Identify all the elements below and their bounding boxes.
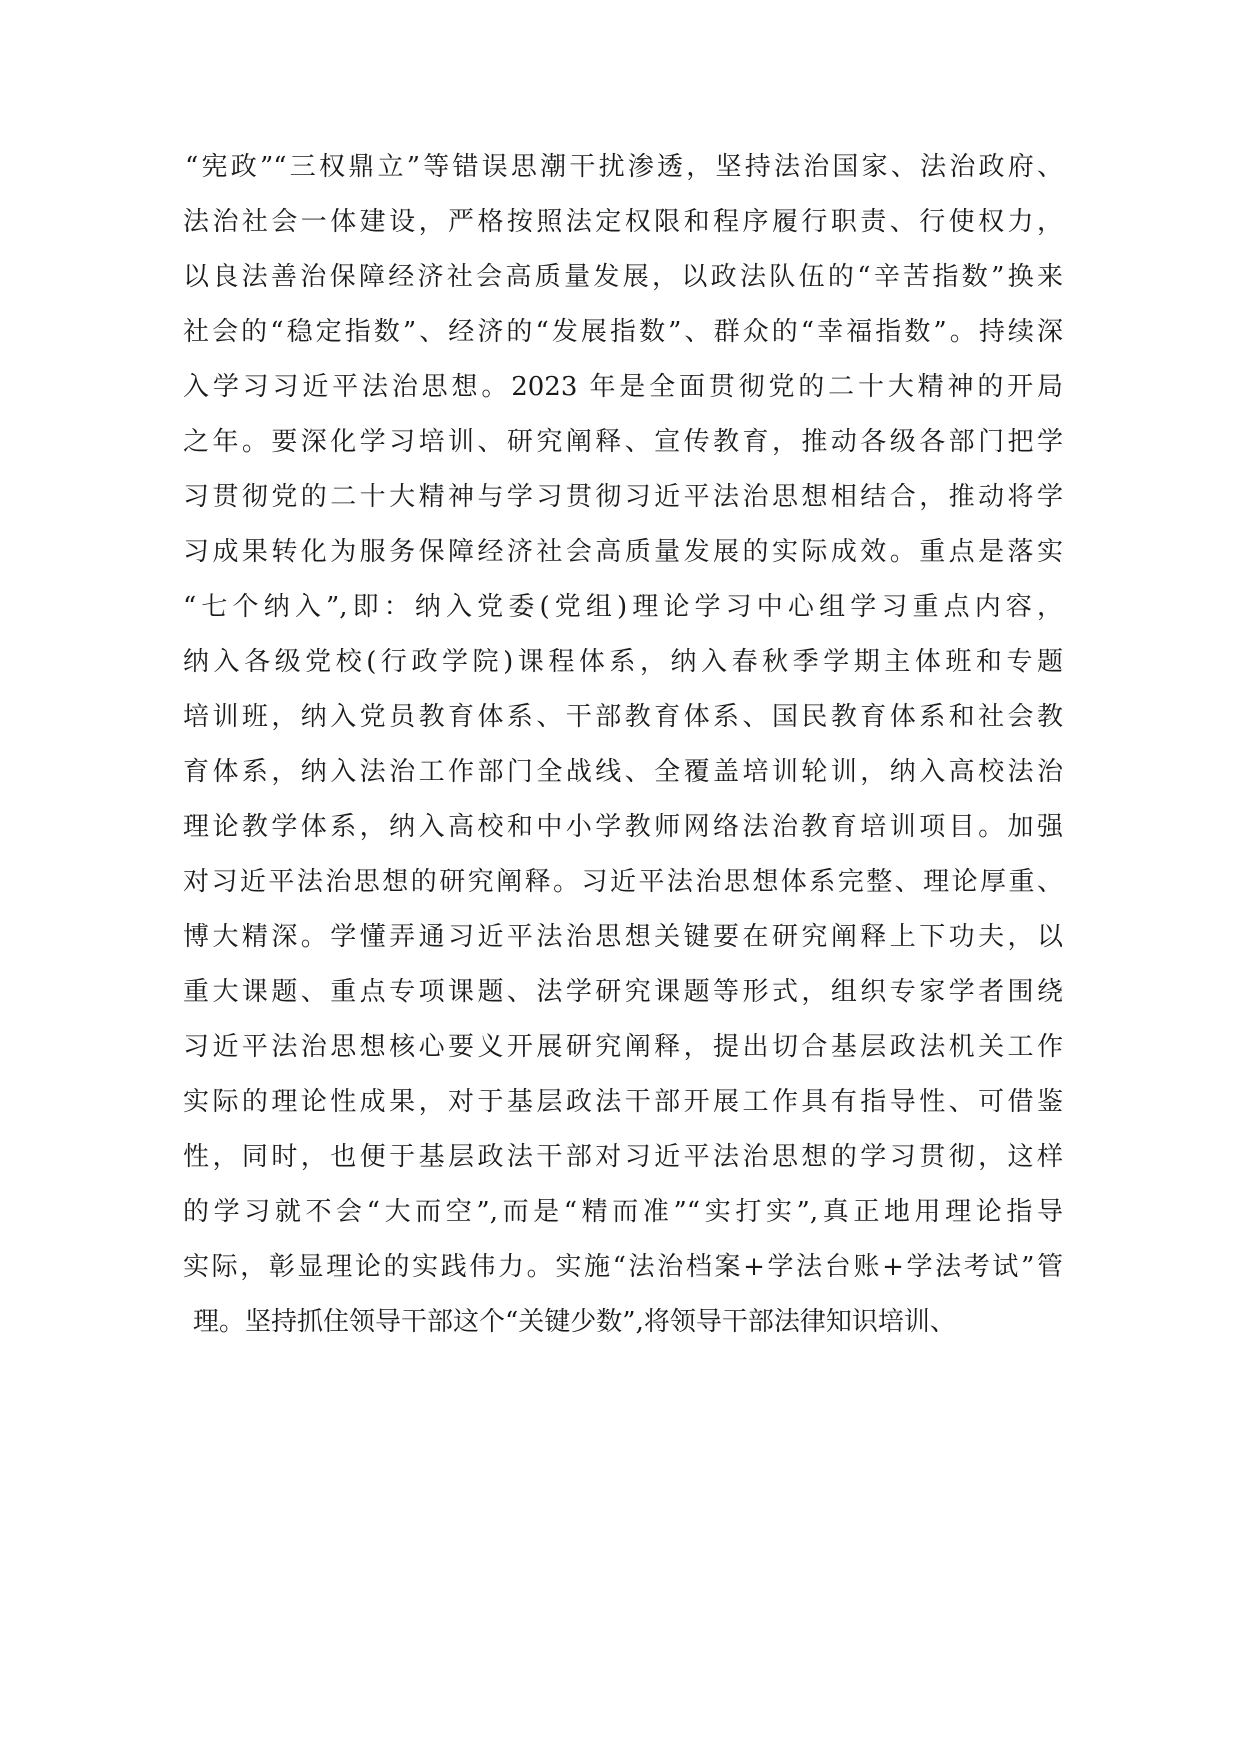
text-line: 以良法善治保障经济社会高质量发展，以政法队伍的“辛苦指数”换来 bbox=[183, 262, 1063, 292]
text-line: 纳入各级党校(行政学院)课程体系，纳入春秋季学期主体班和专题 bbox=[183, 647, 1063, 677]
body-text bbox=[183, 140, 1063, 1350]
text-line: 入学习习近平法治思想。2023 年是全面贯彻党的二十大精神的开局 bbox=[183, 372, 1063, 402]
text-line: “七个纳入”,即：纳入党委(党组)理论学习中心组学习重点内容， bbox=[183, 592, 1063, 622]
text-line: 性，同时，也便于基层政法干部对习近平法治思想的学习贯彻，这样 bbox=[183, 1142, 1063, 1172]
text-line: 的学习就不会“大而空”,而是“精而准”“实打实”,真正地用理论指导 bbox=[183, 1197, 1063, 1227]
text-line: 博大精深。学懂弄通习近平法治思想关键要在研究阐释上下功夫，以 bbox=[183, 922, 1063, 952]
text-line: 之年。要深化学习培训、研究阐释、宣传教育，推动各级各部门把学 bbox=[183, 427, 1063, 457]
text-line: 育体系，纳入法治工作部门全战线、全覆盖培训轮训，纳入高校法治 bbox=[183, 757, 1063, 787]
text-line: 培训班，纳入党员教育体系、干部教育体系、国民教育体系和社会教 bbox=[183, 702, 1063, 732]
text-line: 实际，彰显理论的实践伟力。实施“法治档案+学法台账+学法考试”管 bbox=[183, 1252, 1063, 1282]
text-line: 理。坚持抓住领导干部这个“关键少数”,将领导干部法律知识培训、 bbox=[193, 1307, 956, 1337]
text-line: 理论教学体系，纳入高校和中小学教师网络法治教育培训项目。加强 bbox=[183, 812, 1063, 842]
text-line: 重大课题、重点专项课题、法学研究课题等形式，组织专家学者围绕 bbox=[183, 977, 1063, 1007]
text-line: 习近平法治思想核心要义开展研究阐释，提出切合基层政法机关工作 bbox=[183, 1032, 1063, 1062]
text-line: “宪政”“三权鼎立”等错误思潮干扰渗透，坚持法治国家、法治政府、 bbox=[185, 152, 1063, 182]
text-line: 社会的“稳定指数”、经济的“发展指数”、群众的“幸福指数”。持续深 bbox=[183, 317, 1063, 347]
text-line: 实际的理论性成果，对于基层政法干部开展工作具有指导性、可借鉴 bbox=[183, 1087, 1063, 1117]
text-line: 习贯彻党的二十大精神与学习贯彻习近平法治思想相结合，推动将学 bbox=[183, 482, 1063, 512]
text-line: 法治社会一体建设，严格按照法定权限和程序履行职责、行使权力， bbox=[183, 207, 1063, 237]
text-line: 对习近平法治思想的研究阐释。习近平法治思想体系完整、理论厚重、 bbox=[183, 867, 1063, 897]
text-line: 习成果转化为服务保障经济社会高质量发展的实际成效。重点是落实 bbox=[183, 537, 1063, 567]
